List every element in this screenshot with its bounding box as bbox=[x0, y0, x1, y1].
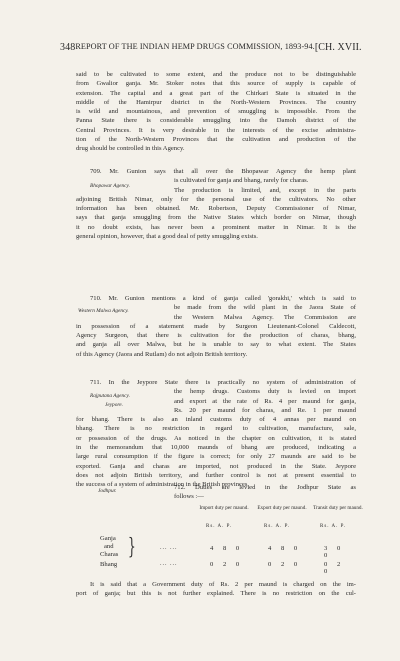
text-line: The production is limited, and, except in the parts bbox=[174, 186, 356, 194]
text-line: 709. Mr. Gunion says that all over the Bhopawar Agency the hemp plant bbox=[90, 168, 356, 175]
row-label-and: and bbox=[104, 543, 114, 550]
paragraph-710 bbox=[76, 294, 356, 359]
text-line: large rural consumption if the figure is correct; for only 27 maunds are said to be bbox=[76, 453, 356, 461]
text-line: Agency Surgeon, that there is cultivation for the production of charas, bhang, bbox=[76, 332, 356, 340]
side-label-rajputana: Rajputana Agency. bbox=[90, 393, 130, 399]
text-line: 712. Duties are levied in the Jodhpur State as bbox=[174, 484, 356, 491]
text-line: Central Provinces. It is very desirable in the interests of the excise administra- bbox=[76, 126, 356, 134]
paragraph-709 bbox=[76, 167, 356, 241]
text-line: the hemp drugs. Customs duty is levied on import bbox=[174, 388, 356, 396]
unit-label: Rs. A. P. bbox=[320, 524, 347, 529]
side-label-jeypore: Jeypore. bbox=[105, 402, 123, 408]
text-line: does not adjoin British territory, and further control is not at present essential to bbox=[76, 471, 356, 479]
text-line: It is said that a Government duty of Rs. 2 per maund is charged on the im- bbox=[90, 581, 356, 588]
text-line: exported. Ganja and charas are imported, not produced in the State. Jeypore bbox=[76, 462, 356, 470]
brace-icon: } bbox=[128, 535, 136, 560]
column-header-export: Export duty per maund. bbox=[257, 505, 307, 511]
text-line: extension. The capital and a great part of the Chirkari State is situated in the bbox=[76, 89, 356, 97]
leader-dots: ... ... bbox=[160, 545, 178, 551]
table-cell: 4 8 0 bbox=[268, 545, 302, 552]
unit-label: Rs. A. P. bbox=[206, 524, 233, 529]
text-line: adjoining British Nimar, only for the personal use of the cultivators. No other bbox=[76, 195, 356, 203]
text-line: middle of the Hamirpur district in the North-Western Provinces. The country bbox=[76, 98, 356, 106]
side-label-jodhpur: Jodhpur. bbox=[98, 488, 117, 494]
text-line: is cultivated for ganja and bhang, rarely for charas. bbox=[174, 177, 309, 185]
text-line: or possession of the drugs. As noticed in the chapter on cultivation, it is stated bbox=[76, 434, 356, 442]
text-line: 710. Mr. Gunion mentions a kind of ganja called 'gorakhi,' which is said to bbox=[90, 295, 356, 302]
text-line: says that ganja smuggling from the Native States which border on Nimar, though bbox=[76, 214, 356, 222]
column-header-transit: Transit duty per maund. bbox=[313, 505, 363, 511]
running-title: REPORT OF THE INDIAN HEMP DRUGS COMMISSION, 1893-94. bbox=[75, 42, 315, 51]
text-line: it no doubt exists, has never been a prominent matter in Nimar. It is the bbox=[76, 223, 356, 231]
text-line: for bhang. There is also an inland customs duty of 4 annas per maund on bbox=[76, 416, 356, 424]
text-line: is wild and mountainous, and prevention of smuggling is impossible. From the bbox=[76, 108, 356, 116]
page-header bbox=[60, 42, 360, 53]
page-number: 348 bbox=[60, 42, 76, 53]
paragraph-closing bbox=[76, 580, 356, 599]
paragraph-intro bbox=[76, 70, 356, 154]
text-line: Rs. 20 per maund for charas, and Re. 1 per maund bbox=[174, 406, 356, 414]
text-line: general opinion, however, that a good deal of petty smuggling exists. bbox=[76, 233, 258, 241]
text-line: drug should be controlled in this Agency. bbox=[76, 145, 185, 153]
table-cell: 0 2 0 bbox=[268, 561, 302, 568]
text-line: in the memorandum that 10,000 maunds of bhang are produced, indicating a bbox=[76, 444, 356, 452]
text-line: be made from the wild plant in the Jaora State of bbox=[174, 304, 356, 312]
table-cell: 4 8 0 bbox=[210, 545, 244, 552]
text-line: said to be cultivated to some extent, and the produce not to be distinguishable bbox=[76, 71, 356, 78]
chapter-label: [CH. XVII. bbox=[314, 42, 362, 53]
table-cell: 0 2 0 bbox=[210, 561, 244, 568]
text-line: in possession of a statement made by Surgeon Lieutenant-Colonel Caldecott, bbox=[76, 322, 356, 330]
text-line: the Western Malwa Agency. The Commission are bbox=[174, 313, 356, 321]
row-label-bhang: Bhang bbox=[100, 561, 118, 568]
table-cell: 3 0 0 bbox=[324, 545, 345, 559]
column-header-import: Import duty per maund. bbox=[199, 505, 249, 511]
text-line: 711. In the Jeypore State there is practically no system of administration of bbox=[90, 379, 356, 386]
text-line: information has been obtained. Mr. Robertson, Deputy Commissioner of Nimar, bbox=[76, 205, 356, 213]
text-line: and export at the rate of Rs. 4 per maund for ganja, bbox=[174, 397, 356, 405]
leader-dots: ... ... bbox=[160, 561, 178, 567]
side-label-bhopawar: Bhopawar Agency. bbox=[90, 183, 130, 189]
text-line: and ganja all over Malwa, but he is unable to say to what extent. The States bbox=[76, 341, 356, 349]
text-line: from Gwalior ganja. Mr. Stoker notes that this source of supply is capable of bbox=[76, 80, 356, 88]
side-label-western-malwa: Western Malwa Agency. bbox=[78, 308, 129, 314]
row-label-charas: Charas bbox=[100, 551, 119, 558]
text-line: tion of the North-Western Provinces that the cultivation and production of the bbox=[76, 136, 356, 144]
text-line: follows :— bbox=[174, 493, 204, 501]
table-cell: 0 2 0 bbox=[324, 561, 345, 575]
text-line: of this Agency (Jaora and Rutlam) do not adjoin British territory. bbox=[76, 350, 248, 358]
text-line: Panna State there is considerable smuggling into the Damoh district of the bbox=[76, 117, 356, 125]
text-line: port of ganja; but this is not further explained. There is no restriction on the cul- bbox=[76, 590, 356, 598]
paragraph-712 bbox=[174, 483, 356, 502]
paragraph-711 bbox=[76, 378, 356, 490]
row-label-ganja: Ganja bbox=[100, 535, 116, 542]
text-line: bhang. There is no restriction in regard to cultivation, manufacture, sale, bbox=[76, 425, 356, 433]
text-line: the success of a system of administration in the British provinces. bbox=[76, 481, 250, 489]
unit-label: Rs. A. P. bbox=[264, 524, 291, 529]
